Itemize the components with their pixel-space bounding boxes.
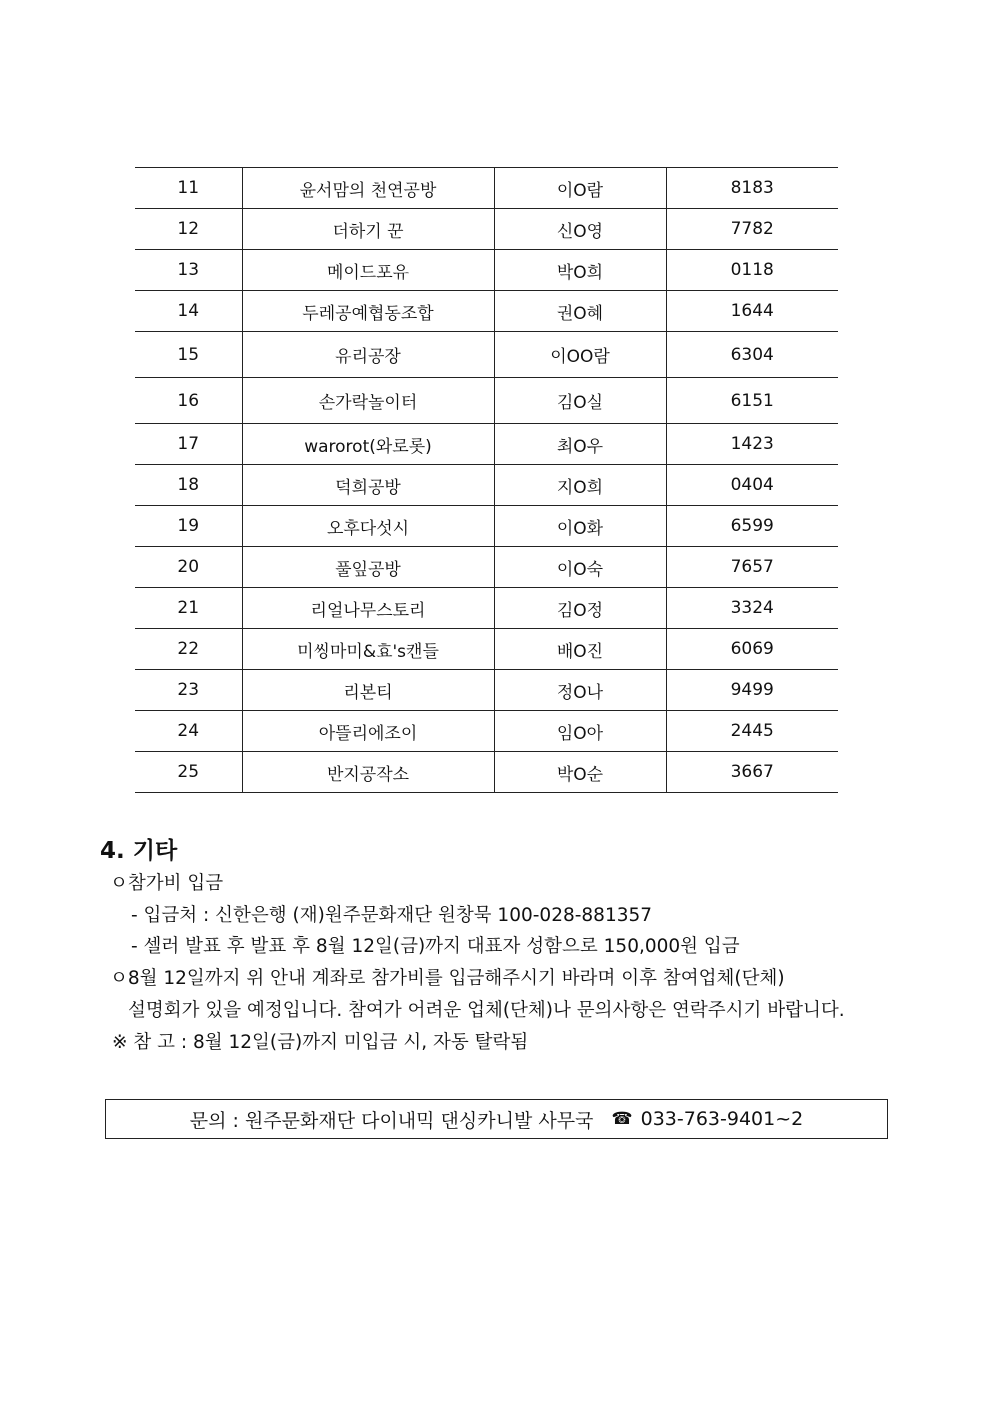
phone-suffix-cell: 6151 [666,378,838,424]
phone-suffix-cell: 9499 [666,670,838,711]
business-name-cell: 더하기 꾼 [242,209,494,250]
phone-suffix-cell: 1644 [666,291,838,332]
row-number-cell: 22 [135,629,242,670]
row-number-cell: 17 [135,424,242,465]
phone-suffix-cell: 7782 [666,209,838,250]
participant-table [135,167,838,793]
payment-deadline: - 셀러 발표 후 발표 후 8월 12일(금)까지 대표자 성함으로 150,000원 입금 [131,936,740,957]
representative-cell: 박O순 [494,752,666,793]
table-row [135,588,838,629]
representative-cell: 권O혜 [494,291,666,332]
table-row [135,711,838,752]
telephone-icon: ☎ [611,1109,633,1129]
business-name-cell: 리얼나무스토리 [242,588,494,629]
representative-cell: 최O우 [494,424,666,465]
table-row [135,209,838,250]
row-number-cell: 21 [135,588,242,629]
row-number-cell: 12 [135,209,242,250]
business-name-cell: 손가락놀이터 [242,378,494,424]
representative-cell: 이O람 [494,168,666,209]
business-name-cell: 오후다섯시 [242,506,494,547]
representative-cell: 이O숙 [494,547,666,588]
phone-suffix-cell: 6599 [666,506,838,547]
row-number-cell: 11 [135,168,242,209]
row-number-cell: 19 [135,506,242,547]
representative-cell: 이O화 [494,506,666,547]
representative-cell: 임O아 [494,711,666,752]
table-row [135,291,838,332]
business-name-cell: 미씽마미&효's캔들 [242,629,494,670]
notice-line-1: ㅇ8월 12일까지 위 안내 계좌로 참가비를 입금해주시기 바라며 이후 참여업체(단체) [110,968,785,989]
business-name-cell: 유리공장 [242,332,494,378]
phone-suffix-cell: 0404 [666,465,838,506]
business-name-cell: 풀잎공방 [242,547,494,588]
representative-cell: 신O영 [494,209,666,250]
row-number-cell: 20 [135,547,242,588]
phone-suffix-cell: 3324 [666,588,838,629]
table-row [135,378,838,424]
row-number-cell: 23 [135,670,242,711]
business-name-cell: 반지공작소 [242,752,494,793]
representative-cell: 배O진 [494,629,666,670]
phone-suffix-cell: 8183 [666,168,838,209]
business-name-cell: 메이드포유 [242,250,494,291]
table-row [135,465,838,506]
row-number-cell: 15 [135,332,242,378]
row-number-cell: 13 [135,250,242,291]
phone-suffix-cell: 7657 [666,547,838,588]
representative-cell: 박O희 [494,250,666,291]
row-number-cell: 16 [135,378,242,424]
business-name-cell: 두레공예협동조합 [242,291,494,332]
business-name-cell: 윤서맘의 천연공방 [242,168,494,209]
business-name-cell: 아뜰리에조이 [242,711,494,752]
phone-suffix-cell: 1423 [666,424,838,465]
row-number-cell: 18 [135,465,242,506]
business-name-cell: 리본티 [242,670,494,711]
contact-box [105,1099,888,1139]
representative-cell: 지O희 [494,465,666,506]
bank-account-info: - 입금처 : 신한은행 (재)원주문화재단 원창묵 100-028-881357 [131,905,653,926]
table-row [135,547,838,588]
fee-heading: ㅇ참가비 입금 [110,873,224,894]
representative-cell: 김O실 [494,378,666,424]
representative-cell: 김O정 [494,588,666,629]
table-row [135,752,838,793]
representative-cell: 정O나 [494,670,666,711]
table-row [135,424,838,465]
notice-line-2: 설명회가 있을 예정입니다. 참여가 어려운 업체(단체)나 문의사항은 연락주시기 바랍니다. [128,1000,845,1021]
row-number-cell: 14 [135,291,242,332]
section-title: 4. 기타 [100,838,178,864]
contact-phone: 033-763-9401~2 [640,1108,804,1130]
representative-cell: 이OO람 [494,332,666,378]
table-row [135,629,838,670]
row-number-cell: 24 [135,711,242,752]
reference-note: ※ 참 고 : 8월 12일(금)까지 미입금 시, 자동 탈락됨 [112,1032,529,1053]
phone-suffix-cell: 6069 [666,629,838,670]
contact-label: 문의 : 원주문화재단 다이내믹 댄싱카니발 사무국 [189,1109,594,1132]
table-row [135,506,838,547]
phone-suffix-cell: 3667 [666,752,838,793]
table-row [135,250,838,291]
table-row [135,332,838,378]
business-name-cell: 덕희공방 [242,465,494,506]
table-row [135,168,838,209]
row-number-cell: 25 [135,752,242,793]
participant-table-body [135,168,838,793]
phone-suffix-cell: 6304 [666,332,838,378]
phone-suffix-cell: 0118 [666,250,838,291]
business-name-cell: warorot(와로롯) [242,424,494,465]
phone-suffix-cell: 2445 [666,711,838,752]
table-row [135,670,838,711]
